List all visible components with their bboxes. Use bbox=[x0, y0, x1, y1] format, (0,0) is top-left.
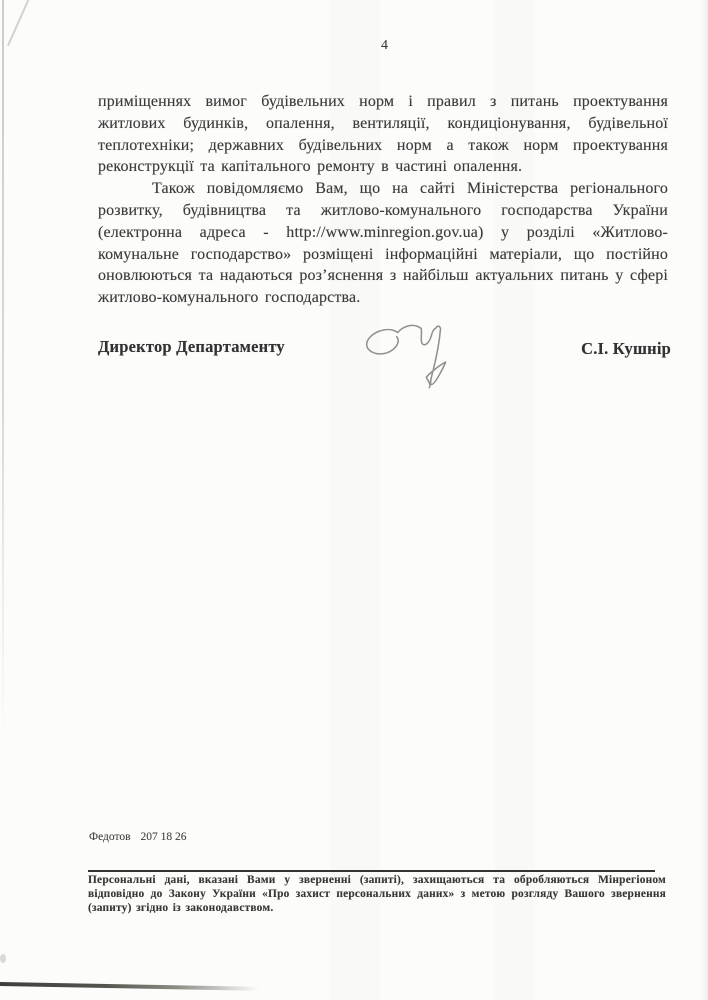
scan-artifact-blob bbox=[0, 954, 6, 963]
scan-artifact-right-shade bbox=[701, 0, 708, 1000]
executor-phone: 207 18 26 bbox=[140, 831, 187, 843]
document-body bbox=[98, 91, 668, 309]
privacy-footnote: Персональні дані, вказані Вами у зверненні (запиті), захищаються та обробляються Мінрегіоном відповідно до Закону України «Про захист персональних даних» з метою розгляду Вашого звернення (запиту) згідно із законодавством. bbox=[88, 874, 666, 914]
signer-name: С.І. Кушнір bbox=[581, 339, 671, 358]
signer-title: Директор Департаменту bbox=[98, 337, 285, 356]
paragraph-continuation: приміщеннях вимог будівельних норм і правил з питань проектування житлових будинків, опалення, вентиляції, кондиціонування, будівельної теплотехніки; державних будівельних норм а також норм проектування реконструкції та капітального ремонту в частині опалення. bbox=[98, 93, 668, 176]
scan-artifact-bottom-line bbox=[0, 982, 259, 990]
page-number: 4 bbox=[381, 38, 388, 53]
scan-artifact-corner bbox=[7, 0, 30, 46]
paragraph-website-info: Також повідомляємо Вам, що на сайті Міністерства регіонального розвитку, будівництва та житлово-комунального господарства України (електронна адреса - http://www.minregion.gov.ua) у розділі «Житлово-комунальне господарство» розміщені інформаційні матеріали, що постійно оновлюються та надаються роз’яснення з найбільш актуальних питань у сфері житлово-комунального господарства. bbox=[98, 180, 668, 307]
scan-artifact-left-edge bbox=[2, 0, 4, 739]
handwritten-signature-icon bbox=[358, 316, 465, 398]
executor-line bbox=[89, 831, 187, 843]
footnote-rule bbox=[88, 870, 655, 872]
executor-name: Федотов bbox=[89, 831, 131, 843]
